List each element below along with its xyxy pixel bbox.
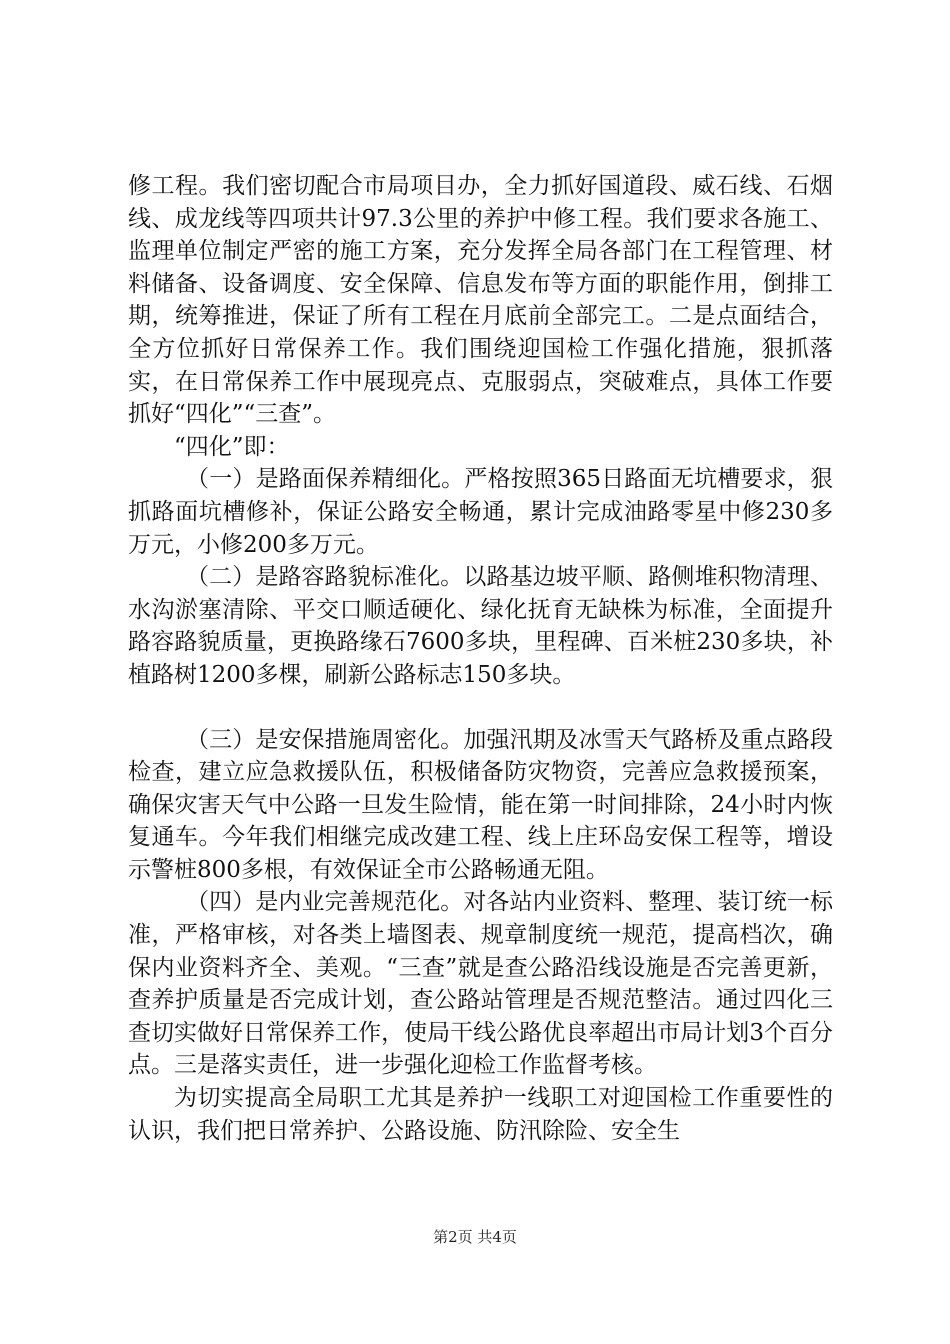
paragraph-gap (128, 692, 833, 724)
paragraph-continued-intro: 修工程。我们密切配合市局项目办，全力抓好国道段、威石线、石烟线、成龙线等四项共计97.3公里的养护中修工程。我们要求各施工、监理单位制定严密的施工方案，充分发挥全局各部门在工程管理、材料储备、设备调度、安全保障、信息发布等方面的职能作用，倒排工期，统筹推进，保证了所有工程在月底前全部完工。二是点面结合，全方位抓好日常保养工作。我们围绕迎国检工作强化措施，狠抓落实，在日常保养工作中展现亮点、克服弱点，突破难点，具体工作要抓好“四化”“三查”。 (128, 173, 833, 428)
paragraph-four-modernizations-heading: “四化”即： (174, 433, 290, 460)
paragraph-item-four: （四）是内业完善规范化。对各站内业资料、整理、装订统一标准，严格审核，对各类上墙图表、规章制度统一规范，提高档次，确保内业资料齐全、美观。“三查”就是查公路沿线设施是否完善更新，查养护质量是否完成计划，查公路站管理是否规范整洁。通过四化三查切实做好日常保养工作，使局干线公路优良率超出市局计划3个百分点。三是落实责任，进一步强化迎检工作监督考核。 (128, 889, 833, 1079)
page-number-footer: 第2页 共4页 (433, 1228, 517, 1246)
paragraph-item-one: （一）是路面保养精细化。严格按照365日路面无坑槽要求，狠抓路面坑槽修补，保证公路安全畅通，累计完成油路零星中修230多万元，小修200多万元。 (128, 466, 833, 558)
paragraph-closing: 为切实提高全局职工尤其是养护一线职工对迎国检工作重要性的认识，我们把日常养护、公路设施、防汛除险、安全生 (128, 1085, 833, 1144)
paragraph-item-two: （二）是路容路貌标准化。以路基边坡平顺、路侧堆积物清理、水沟淤塞清除、平交口顺适硬化、绿化抚育无缺株为标准，全面提升路容路貌质量，更换路缘石7600多块，里程碑、百米桩230多块，补植路树1200多棵，刷新公路标志150多块。 (128, 564, 833, 688)
paragraph-item-three: （三）是安保措施周密化。加强汛期及冰雪天气路桥及重点路段检查，建立应急救援队伍，积极储备防灾物资，完善应急救援预案，确保灾害天气中公路一旦发生险情，能在第一时间排除，24小时内恢复通车。今年我们相继完成改建工程、线上庄环岛安保工程等，增设示警桩800多根，有效保证全市公路畅通无阻。 (128, 726, 833, 883)
document-body (128, 170, 833, 1147)
